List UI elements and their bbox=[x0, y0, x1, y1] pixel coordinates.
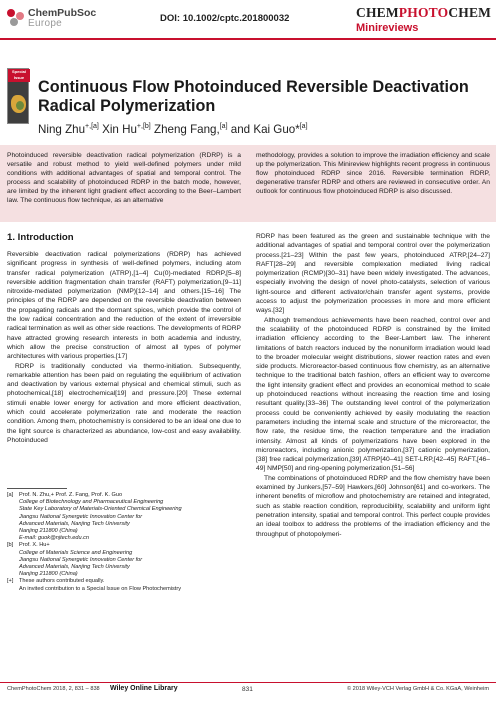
cover-art-shape-secondary bbox=[16, 101, 24, 110]
author-name: Zheng Fang, bbox=[153, 123, 220, 136]
special-issue-cover-thumbnail[interactable] bbox=[7, 68, 29, 124]
logo-line2: Europe bbox=[28, 17, 63, 29]
affiliation-line: Nanjing 211800 (China) bbox=[19, 528, 78, 535]
affiliation-line: [a] Prof. N. Zhu,+ Prof. Z. Fang, Prof. K. Guo bbox=[7, 492, 123, 498]
article-type: Minireviews bbox=[356, 22, 419, 34]
wiley-online-library-link[interactable]: Wiley Online Library bbox=[110, 685, 178, 692]
section-heading-introduction: 1. Introduction bbox=[7, 232, 74, 243]
affiliation-rule bbox=[7, 488, 67, 489]
paragraph: The combinations of photoinduced RDRP and the flow chemistry have been examined by Junkers,[57–59] Hawkers,[60] Johnson[61] and co-workers. The inherent benefits of microflow and photochemistry are retained and integrated, such as stable reaction condition, reproducibility, scalability and uniform light penetration intensity, spatial and temporal control. This perfect couple provides an ideal toolbox to address the problems of the irradiation efficiency and the throughput of photopolymeri- bbox=[256, 474, 490, 538]
affiliation-line: [b] Prof. X. Hu+ bbox=[7, 542, 50, 549]
header-rule bbox=[0, 38, 496, 40]
affiliation-line: [+] These authors contributed equally. bbox=[7, 578, 105, 585]
affiliation-line: Jiangsu National Synergetic Innovation Center for bbox=[19, 513, 143, 520]
paragraph: RDRP is traditionally conducted via thermo-initiation. Subsequently, remarkable attention has been paid on regulating the equilibrium of activation and deactivation by various external physical and chemical stimuli, such as photochemical,[18] electrochemical[19] and pressure.[20] These external stimuli enable lower energy for activation and more efficient deactivation, which could accelerate polymerization rate and moderate the reaction condition. Among them, photochemistry is considered to be an ideal one due to the light source is characterized as abundance, low-cost and easy availability. Photoinduced bbox=[7, 362, 241, 444]
affiliation-line: Nanjing 211800 (China) bbox=[19, 571, 78, 578]
article-title: Continuous Flow Photoinduced Reversible Deactivation Radical Polymerization bbox=[38, 78, 469, 115]
affiliation-line: College of Biotechnology and Pharmaceutical Engineering bbox=[19, 499, 164, 506]
doi-link[interactable]: DOI: 10.1002/cptc.201800032 bbox=[160, 13, 290, 24]
copyright-notice: © 2018 Wiley-VCH Verlag GmbH & Co. KGaA, Weinheim bbox=[346, 686, 489, 692]
affiliation-line: State Key Laboratory of Materials-Oriented Chemical Engineering bbox=[19, 506, 182, 513]
special-issue-ribbon: Special Issue bbox=[8, 69, 30, 82]
author-list: Ning Zhu$^{+,[a]}$ Xin $Hu^{+,[b]}$ Zheng Fang,[a] and Kai Guo*[a] bbox=[38, 123, 308, 136]
affiliation-line: Advanced Materials, Nanjing Tech University bbox=[19, 564, 130, 571]
body-column-right bbox=[256, 232, 490, 539]
page-number: 831 bbox=[242, 686, 253, 693]
footer-citation: ChemPhotoChem 2018, 2, 831 – 838 bbox=[7, 686, 100, 692]
journal-name: CHEMPHOTOCHEM bbox=[356, 5, 492, 20]
abstract-box bbox=[0, 145, 496, 222]
author-name: Xin Hu bbox=[102, 123, 137, 136]
abstract-column-1: Photoinduced reversible deactivation radical polymerization (RDRP) is a versatile and robust method to yield well-defined polymers under mild conditions with additional advantages of spatial and temporal control. The process and scalability of photoinduced RDRP in the batch mode, however, are limited by the inherent light gradient effect according to the Beer–Lambert law. The continuous flow technique, as an alternative bbox=[7, 152, 241, 204]
author-name: Ning Zhu bbox=[38, 123, 86, 136]
author-name: and Kai Guo* bbox=[230, 123, 300, 136]
body-column-left bbox=[7, 250, 241, 445]
abstract-column-2: methodology, provides a solution to improve the irradiation efficiency and scale up the polymerization. This Minireview highlights recent progress in continuous flow photoinduced RDRP since 2016. Reversible termination RDRP, degenerative transfer RDRP and others are reviewed in consecutive order. An outlook for continuous flow photoinduced RDRP is also discussed. bbox=[256, 152, 490, 195]
journal-brand bbox=[356, 5, 492, 34]
footer-rule bbox=[0, 682, 496, 683]
affiliation-line: Jiangsu National Synergetic Innovation Center for bbox=[19, 556, 143, 563]
chempubsoc-logo bbox=[7, 8, 96, 29]
paragraph: Reversible deactivation radical polymerizations (RDRP) has achieved significant progress in synthesis of well-defined polymers, including atom transfer radical polymerization (ATRP),[1–4] Cu(0)-mediated RDRP,[5–8] reversible addition fragmentation chain transfer (RAFT) polymerization,[9–11] nitroxide-mediated polymerization (NMP)[12–14] and others.[15–16] The principles of the RDRP are depended on the reversible deactivation between the propagating radicals and the dormant spices, which provide the control of the low radical concentration and the reduction of the extent of irreversible radical termination as well as other side reactions. The developments of RDRP have attracted growing research interests in both academia and industry, which allow the precise construction of almost all types of polymer architectures with various properties.[17] bbox=[7, 251, 241, 361]
affiliation-line: College of Materials Science and Engineering bbox=[19, 549, 133, 556]
paragraph: RDRP has been featured as the green and sustainable technique with the additional advantages of spatial and temporal control over the polymerization process.[21–23] Within the past few years, photoinduced ATRP,[24–27] RAFT[28–29] and reversible complexation mediated living radical polymerization (RCMP)[30–31] have been widely investigated. The advances, especially involving the design of novel photo-catalysts, selection of various light-source and different activator/chain transfer agent systems, provide access to adjust the polymerization processes in more and more efficient ways.[32] bbox=[256, 233, 490, 315]
affiliation-line: Advanced Materials, Nanjing Tech University bbox=[19, 520, 130, 527]
logo-line1: ChemPubSoc bbox=[28, 7, 97, 19]
affiliation-line: E-mail: guok@njtech.edu.cn bbox=[19, 535, 90, 542]
chempubsoc-logo-icon bbox=[7, 9, 25, 27]
paragraph: Although tremendous achievements have been reached, control over and the scalability of the photoinduced RDRP is constrained by the limited irradiation efficiency according to the Beer-Lambert law. The inherent limitations of batch reactors induced by the nonuniform irradiation would lead to the broader molecular weight distributions, slower reaction rates and even side products. Microreactor-based continuous flow chemistry, as an alternative technique to the traditional batch fashion, offers an efficient way to overcome the light intensity gradient effect and provides an economical method to scale up photoinduced reactions without increasing the reaction time and losing resultant quality.[33–36] The outstanding level control of the polymerization process could be conveniently achieved by easily modulating the reaction parameters including the internal scale and structure of the microreactor, the flow rate, the residue time, the reaction temperature and the irradiation intensity. Almost all kinds of polymerizations have been explored in the microreactors, including anionic polymerization,[37] cationic polymerization,[38] free radical polymerization,[39] ATRP[40–41] SET-LRP,[42–45] RAFT,[46–49] NMP[50] and ring-opening polymerization.[51–56] bbox=[256, 316, 490, 473]
affiliations bbox=[7, 492, 241, 593]
affiliation-line: An invited contribution to a Special Issue on Flow Photochemistry bbox=[19, 585, 181, 592]
